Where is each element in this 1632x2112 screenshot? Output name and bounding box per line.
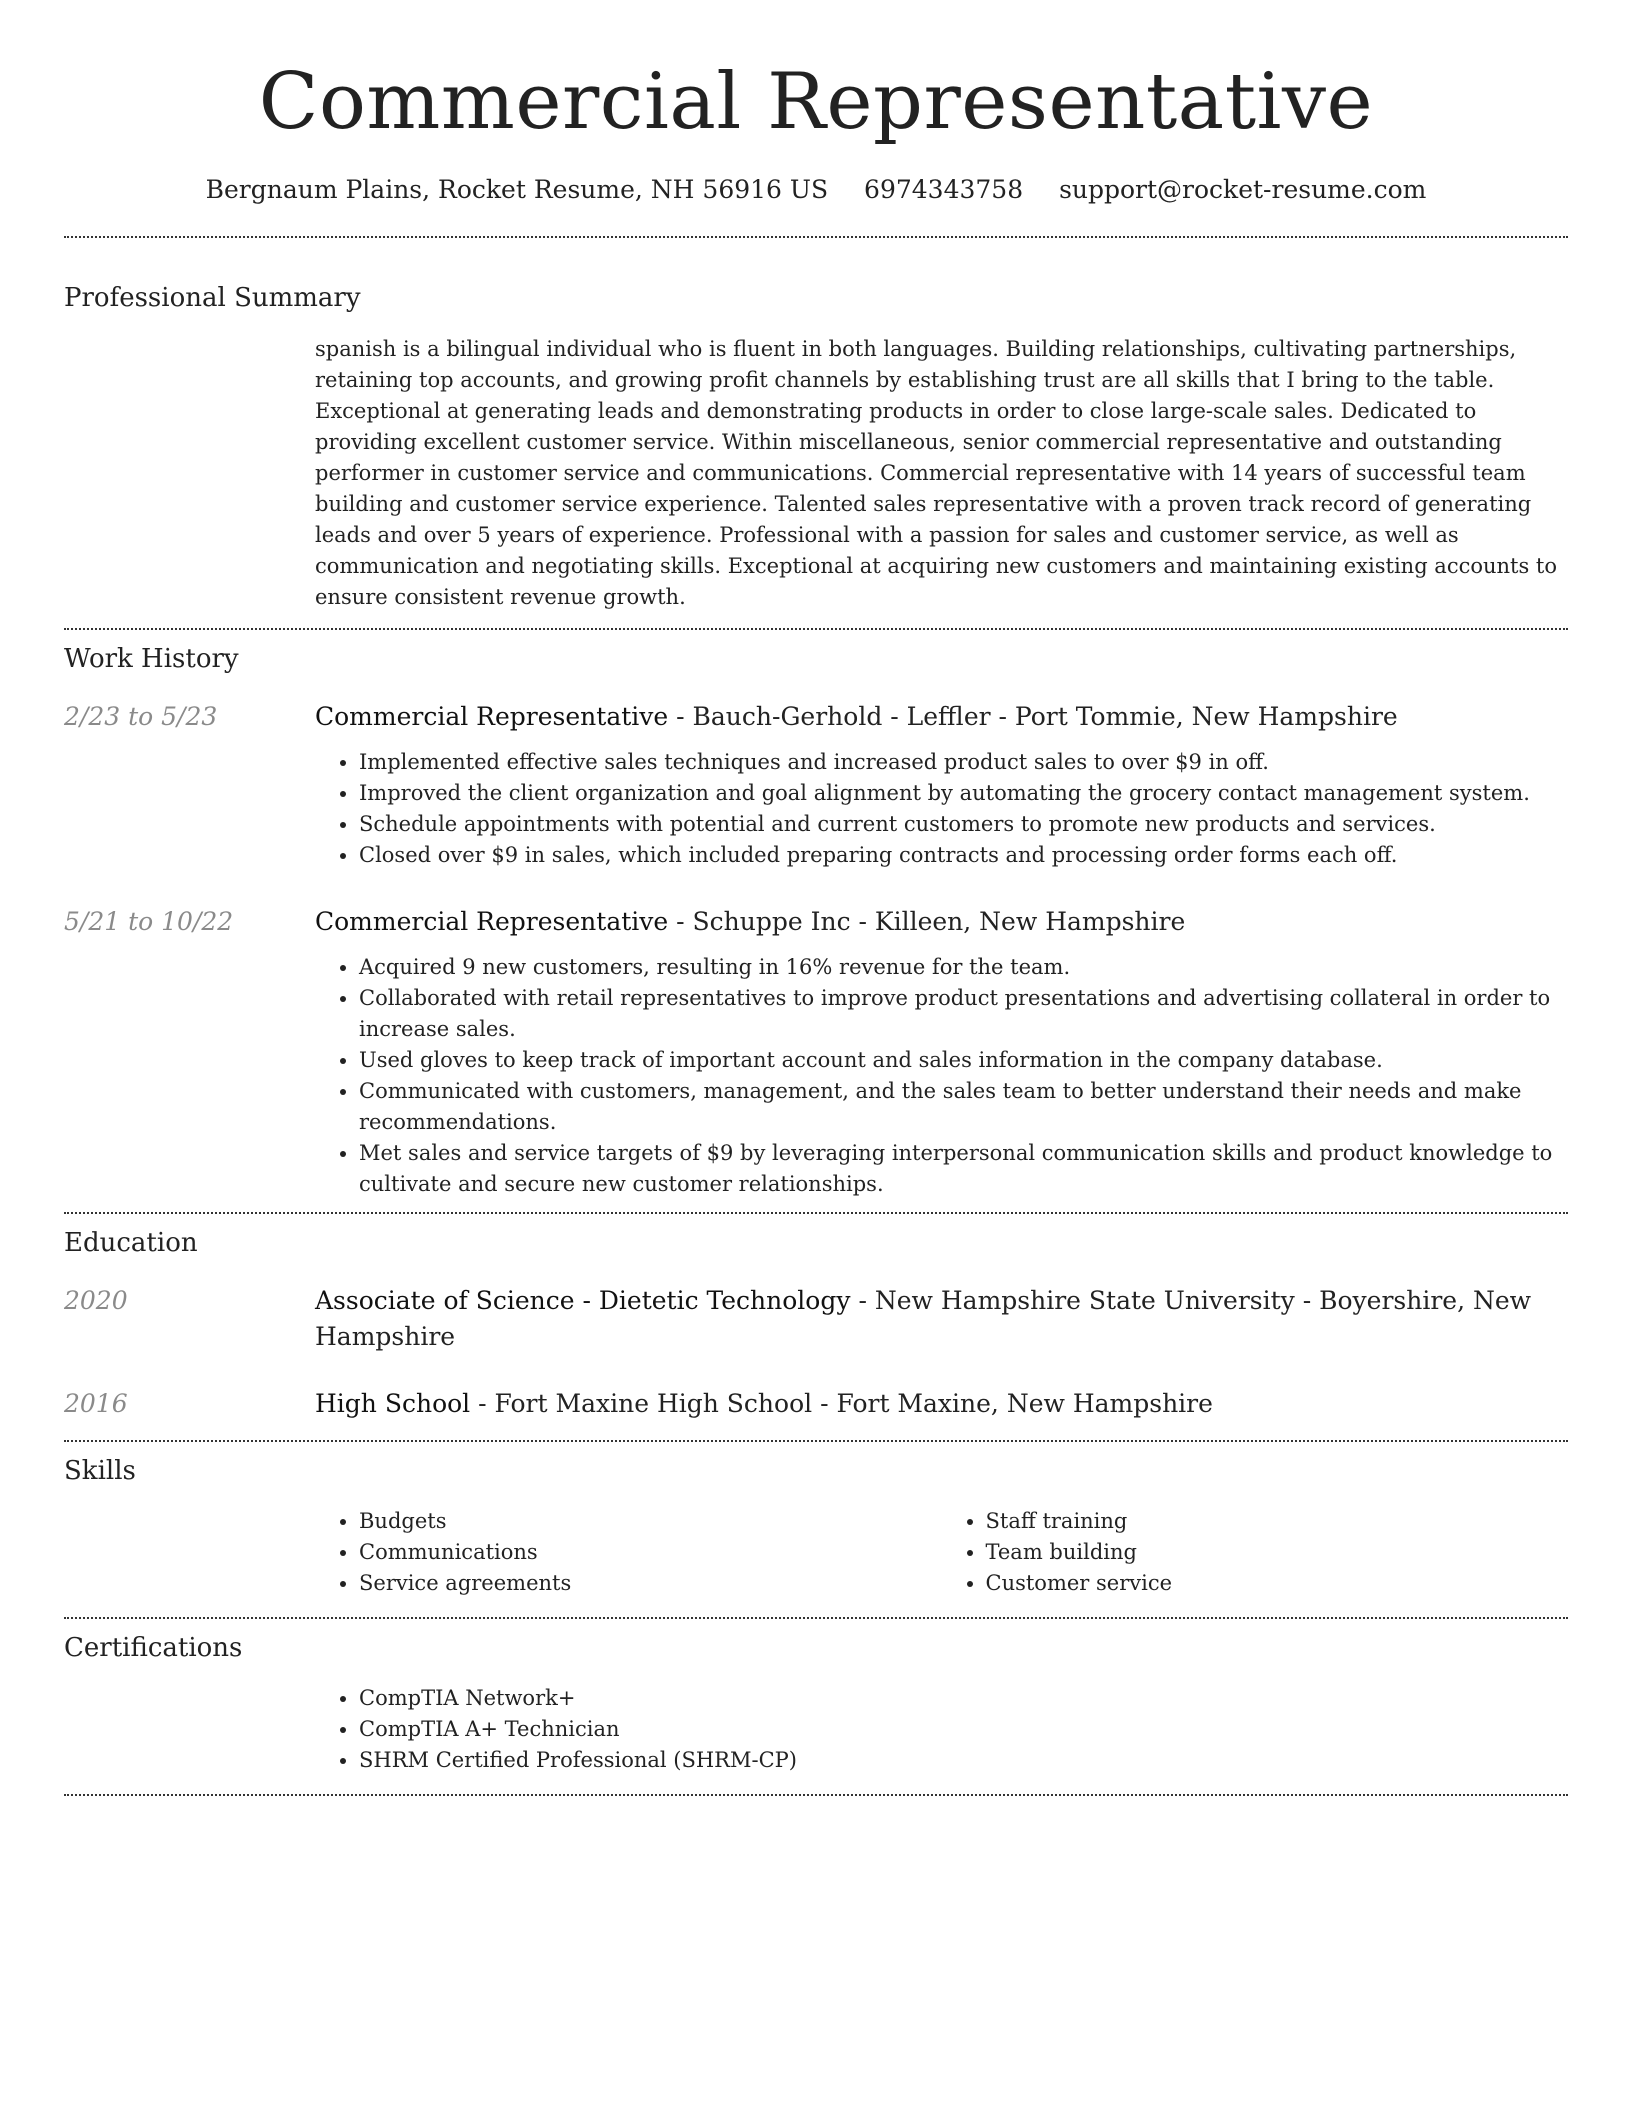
skills-section <box>64 1442 1568 1599</box>
education-degree: Associate of Science - Dietetic Technology <box>315 1286 851 1315</box>
contact-phone: 6974343758 <box>864 175 1024 204</box>
education-title: Education <box>64 1228 198 1258</box>
job-bullets <box>315 747 1568 871</box>
summary-title: Professional Summary <box>64 283 361 313</box>
skills-columns <box>315 1506 1568 1599</box>
skills-list-right <box>942 1506 1569 1599</box>
job-entry <box>64 699 1568 871</box>
divider <box>64 1794 1568 1796</box>
list-item: • Collaborated with retail representatives to improve product presentations and advertising collateral in order to increase sales. <box>359 983 1568 1045</box>
list-item: • Implemented effective sales techniques and increased product sales to over $9 in off. <box>359 747 1568 778</box>
contact-line <box>64 172 1568 208</box>
list-item: • Schedule appointments with potential and current customers to promote new products and services. <box>359 809 1568 840</box>
list-item: • SHRM Certified Professional (SHRM-CP) <box>359 1745 1568 1776</box>
job-details: - Schuppe Inc - Killeen, New Hampshire <box>668 907 1186 936</box>
certifications-title: Certifications <box>64 1633 243 1663</box>
candidate-name: Commercial Representative <box>258 57 1374 147</box>
job-entry <box>64 904 1568 1200</box>
skills-title: Skills <box>64 1456 136 1486</box>
job-role: Commercial Representative <box>315 907 669 936</box>
certifications-list <box>315 1683 1568 1776</box>
summary-section <box>64 238 1568 613</box>
list-item: • Met sales and service targets of $9 by leveraging interpersonal communication skills and product knowledge to cultivate and secure new customer relationships. <box>359 1138 1568 1200</box>
education-heading <box>315 1283 1568 1355</box>
summary-text: spanish is a bilingual individual who is fluent in both languages. Building relationships, cultivating partnerships, retaining top accounts, and growing profit channels by establishing trust are all skills that I bring to the table. Exceptional at generating leads and demonstrating products in order to close large-scale sales. Dedicated to providing excellent customer service. Within miscellaneous, senior commercial representative and outstanding performer in customer service and communications. Commercial representative with 14 years of successful team building and customer service experience. Talented sales representative with a proven track record of generating leads and over 5 years of experience. Professional with a passion for sales and customer service, as well as communication and negotiating skills. Exceptional at acquiring new customers and maintaining existing accounts to ensure consistent revenue growth. <box>315 337 1558 609</box>
job-details: - Bauch-Gerhold - Leffler - Port Tommie, New Hampshire <box>668 702 1398 731</box>
list-item: • Team building <box>986 1537 1569 1568</box>
education-section <box>64 1214 1568 1422</box>
list-item: • Staff training <box>986 1506 1569 1537</box>
job-heading <box>315 699 1568 735</box>
job-heading <box>315 904 1568 940</box>
list-item: • Budgets <box>359 1506 942 1537</box>
education-details: - New Hampshire State University - Boyershire, New Hampshire <box>315 1286 1532 1351</box>
education-details: - Fort Maxine High School - Fort Maxine, New Hampshire <box>470 1389 1213 1418</box>
education-year: 2020 <box>64 1286 128 1315</box>
job-dates: 5/21 to 10/22 <box>64 907 234 936</box>
list-item: • Improved the client organization and goal alignment by automating the grocery contact management system. <box>359 778 1568 809</box>
job-bullets <box>315 952 1568 1200</box>
education-heading <box>315 1386 1568 1422</box>
skills-list-left <box>315 1506 942 1599</box>
work-history-title: Work History <box>64 644 239 674</box>
list-item: • Service agreements <box>359 1568 942 1599</box>
contact-email: support@rocket-resume.com <box>1059 175 1427 204</box>
list-item: • Customer service <box>986 1568 1569 1599</box>
education-entry <box>64 1283 1568 1355</box>
list-item: • Acquired 9 new customers, resulting in 16% revenue for the team. <box>359 952 1568 983</box>
education-year: 2016 <box>64 1389 128 1418</box>
list-item: • CompTIA A+ Technician <box>359 1714 1568 1745</box>
education-entry <box>64 1386 1568 1422</box>
job-dates: 2/23 to 5/23 <box>64 702 218 731</box>
certifications-section <box>64 1619 1568 1776</box>
list-item: • Communicated with customers, management, and the sales team to better understand their needs and make recommendations. <box>359 1076 1568 1138</box>
resume-page <box>64 0 1568 1796</box>
contact-address: Bergnaum Plains, Rocket Resume, NH 56916 US <box>205 175 829 204</box>
education-degree: High School <box>315 1389 471 1418</box>
list-item: • CompTIA Network+ <box>359 1683 1568 1714</box>
list-item: • Used gloves to keep track of important account and sales information in the company database. <box>359 1045 1568 1076</box>
list-item: • Closed over $9 in sales, which included preparing contracts and processing order forms each off. <box>359 840 1568 871</box>
list-item: • Communications <box>359 1537 942 1568</box>
job-role: Commercial Representative <box>315 702 669 731</box>
work-history-section <box>64 630 1568 1200</box>
